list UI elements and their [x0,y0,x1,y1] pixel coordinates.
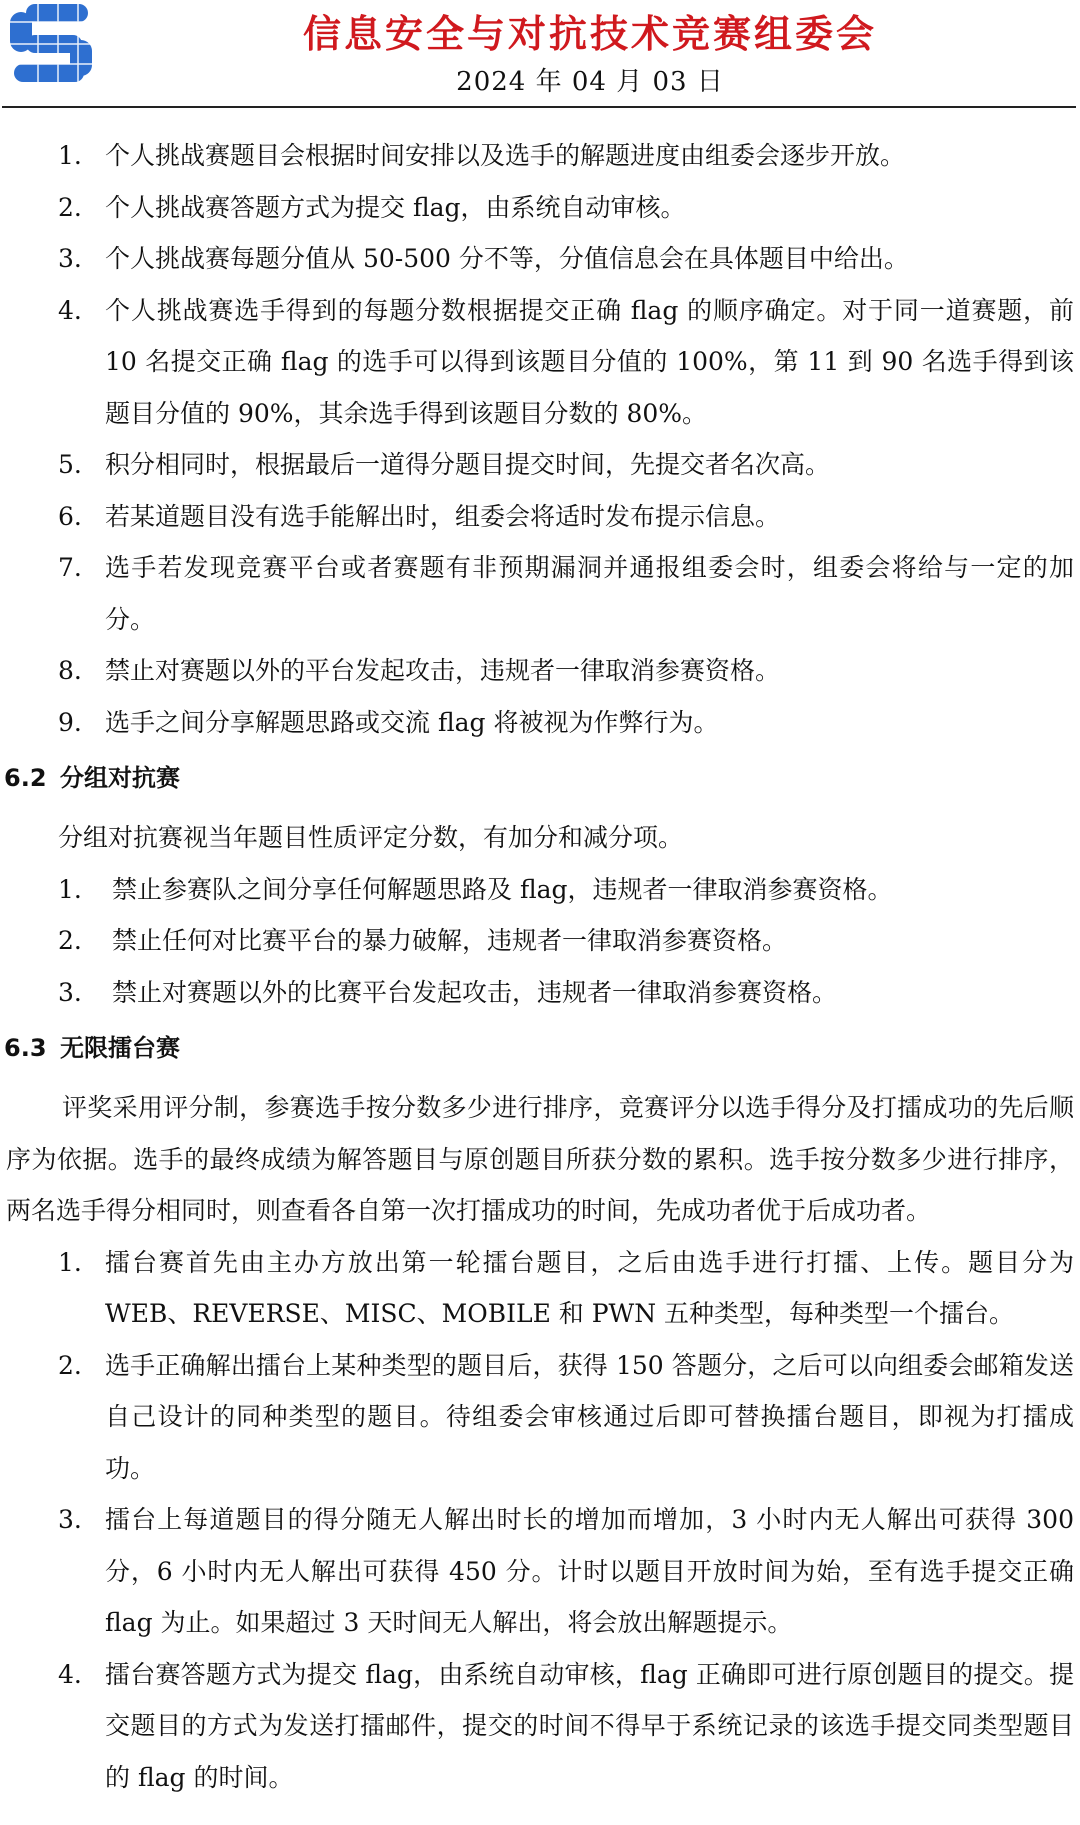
list-item-text: 个人挑战赛题目会根据时间安排以及选手的解题进度由组委会逐步开放。 [105,141,906,170]
list-item-text: 擂台上每道题目的得分随无人解出时长的增加而增加，3 小时内无人解出可获得 300 分，6 小时内无人解出可获得 450 分。计时以题目开放时间为始，至有选手提交正确 flag 为止。如果超过 3 天时间无人解出，将会放出解题提示。 [105,1505,1074,1637]
list-item [0,1237,1080,1340]
list-item-number: 2. [58,192,82,222]
section-number: 6.2 [4,764,47,792]
list-item-number: 5. [58,450,82,479]
list-item [0,285,1080,440]
individual-rules-list [0,130,1080,748]
list-item-number: 6. [58,501,82,531]
list-item-text: 积分相同时，根据最后一道得分题目提交时间，先提交者名次高。 [105,450,831,479]
list-item [0,439,1080,491]
section-heading-6-2 [0,760,1080,796]
list-item-text: 禁止参赛队之间分享任何解题思路及 flag，违规者一律取消参赛资格。 [112,874,893,904]
document-date: 2024 年 04 月 03 日 [456,67,724,97]
list-item [0,1649,1080,1804]
list-item [0,697,1080,749]
list-item-text: 个人挑战赛每题分值从 50-500 分不等，分值信息会在具体题目中给出。 [105,244,909,273]
list-item-text: 禁止对赛题以外的平台发起攻击，违规者一律取消参赛资格。 [105,656,781,685]
list-item-text: 个人挑战赛答题方式为提交 flag，由系统自动审核。 [105,192,686,222]
list-item-number: 1. [58,1247,82,1277]
section-intro: 分组对抗赛视当年题目性质评定分数，有加分和减分项。 [58,823,684,852]
list-item-number: 3. [58,244,82,273]
organizer-title: 信息安全与对抗技术竞赛组委会 [302,11,877,56]
list-item-number: 3. [58,1505,82,1534]
list-item-number: 2. [58,926,82,955]
section-title: 无限擂台赛 [60,1034,180,1062]
list-item [0,1494,1080,1649]
group-rules-list [0,864,1080,1019]
header-divider [2,106,1076,108]
section-number: 6.3 [4,1034,47,1062]
list-item [0,967,1080,1019]
document-body [0,130,1080,1803]
section-heading-6-3 [0,1030,1080,1066]
list-item [0,182,1080,234]
list-item-text: 若某道题目没有选手能解出时，组委会将适时发布提示信息。 [105,501,781,531]
arena-rules-list [0,1237,1080,1804]
list-item [0,491,1080,543]
list-item-number: 2. [58,1350,82,1380]
list-item-text: 选手之间分享解题思路或交流 flag 将被视为作弊行为。 [105,707,719,737]
list-item-number: 3. [58,977,82,1007]
list-item-text: 擂台赛答题方式为提交 flag，由系统自动审核，flag 正确即可进行原创题目的提交。提交题目的方式为发送打擂邮件，提交的时间不得早于系统记录的该选手提交同类型题目的 flag 的时间。 [105,1659,1074,1792]
list-item [0,645,1080,697]
section-title: 分组对抗赛 [60,764,180,792]
list-item [0,130,1080,182]
list-item-text: 选手正确解出擂台上某种类型的题目后，获得 150 答题分，之后可以向组委会邮箱发送自己设计的同种类型的题目。待组委会审核通过后即可替换擂台题目，即视为打擂成功。 [105,1350,1074,1483]
list-item-number: 8. [58,656,82,685]
list-item [0,864,1080,916]
list-item-text: 擂台赛首先由主办方放出第一轮擂台题目，之后由选手进行打擂、上传。题目分为 WEB、REVERSE、MISC、MOBILE 和 PWN 五种类型，每种类型一个擂台。 [105,1247,1074,1328]
list-item-text: 禁止任何对比赛平台的暴力破解，违规者一律取消参赛资格。 [112,926,788,955]
list-item [0,233,1080,285]
list-item-number: 4. [58,1659,82,1689]
list-item-number: 4. [58,295,82,325]
list-item [0,915,1080,967]
list-item-number: 1. [58,874,82,904]
page-header [0,0,1080,108]
competition-logo-icon [8,2,100,86]
list-item-text: 个人挑战赛选手得到的每题分数根据提交正确 flag 的顺序确定。对于同一道赛题，前 10 名提交正确 flag 的选手可以得到该题目分值的 100%，第 11 到 90 名选手得到该题目分值的 90%，其余选手得到该题目分数的 80%。 [105,295,1074,428]
section-intro: 评奖采用评分制，参赛选手按分数多少进行排序，竞赛评分以选手得分及打擂成功的先后顺序为依据。选手的最终成绩为解答题目与原创题目所获分数的累积。选手按分数多少进行排序，两名选手得分相同时，则查看各自第一次打擂成功的时间，先成功者优于后成功者。 [6,1093,1074,1225]
list-item-number: 9. [58,707,82,737]
list-item-text: 禁止对赛题以外的比赛平台发起攻击，违规者一律取消参赛资格。 [112,977,838,1007]
list-item-text: 选手若发现竞赛平台或者赛题有非预期漏洞并通报组委会时，组委会将给与一定的加分。 [105,553,1074,634]
list-item-number: 1. [58,141,82,170]
list-item-number: 7. [58,553,82,582]
list-item [0,1340,1080,1495]
list-item [0,542,1080,645]
